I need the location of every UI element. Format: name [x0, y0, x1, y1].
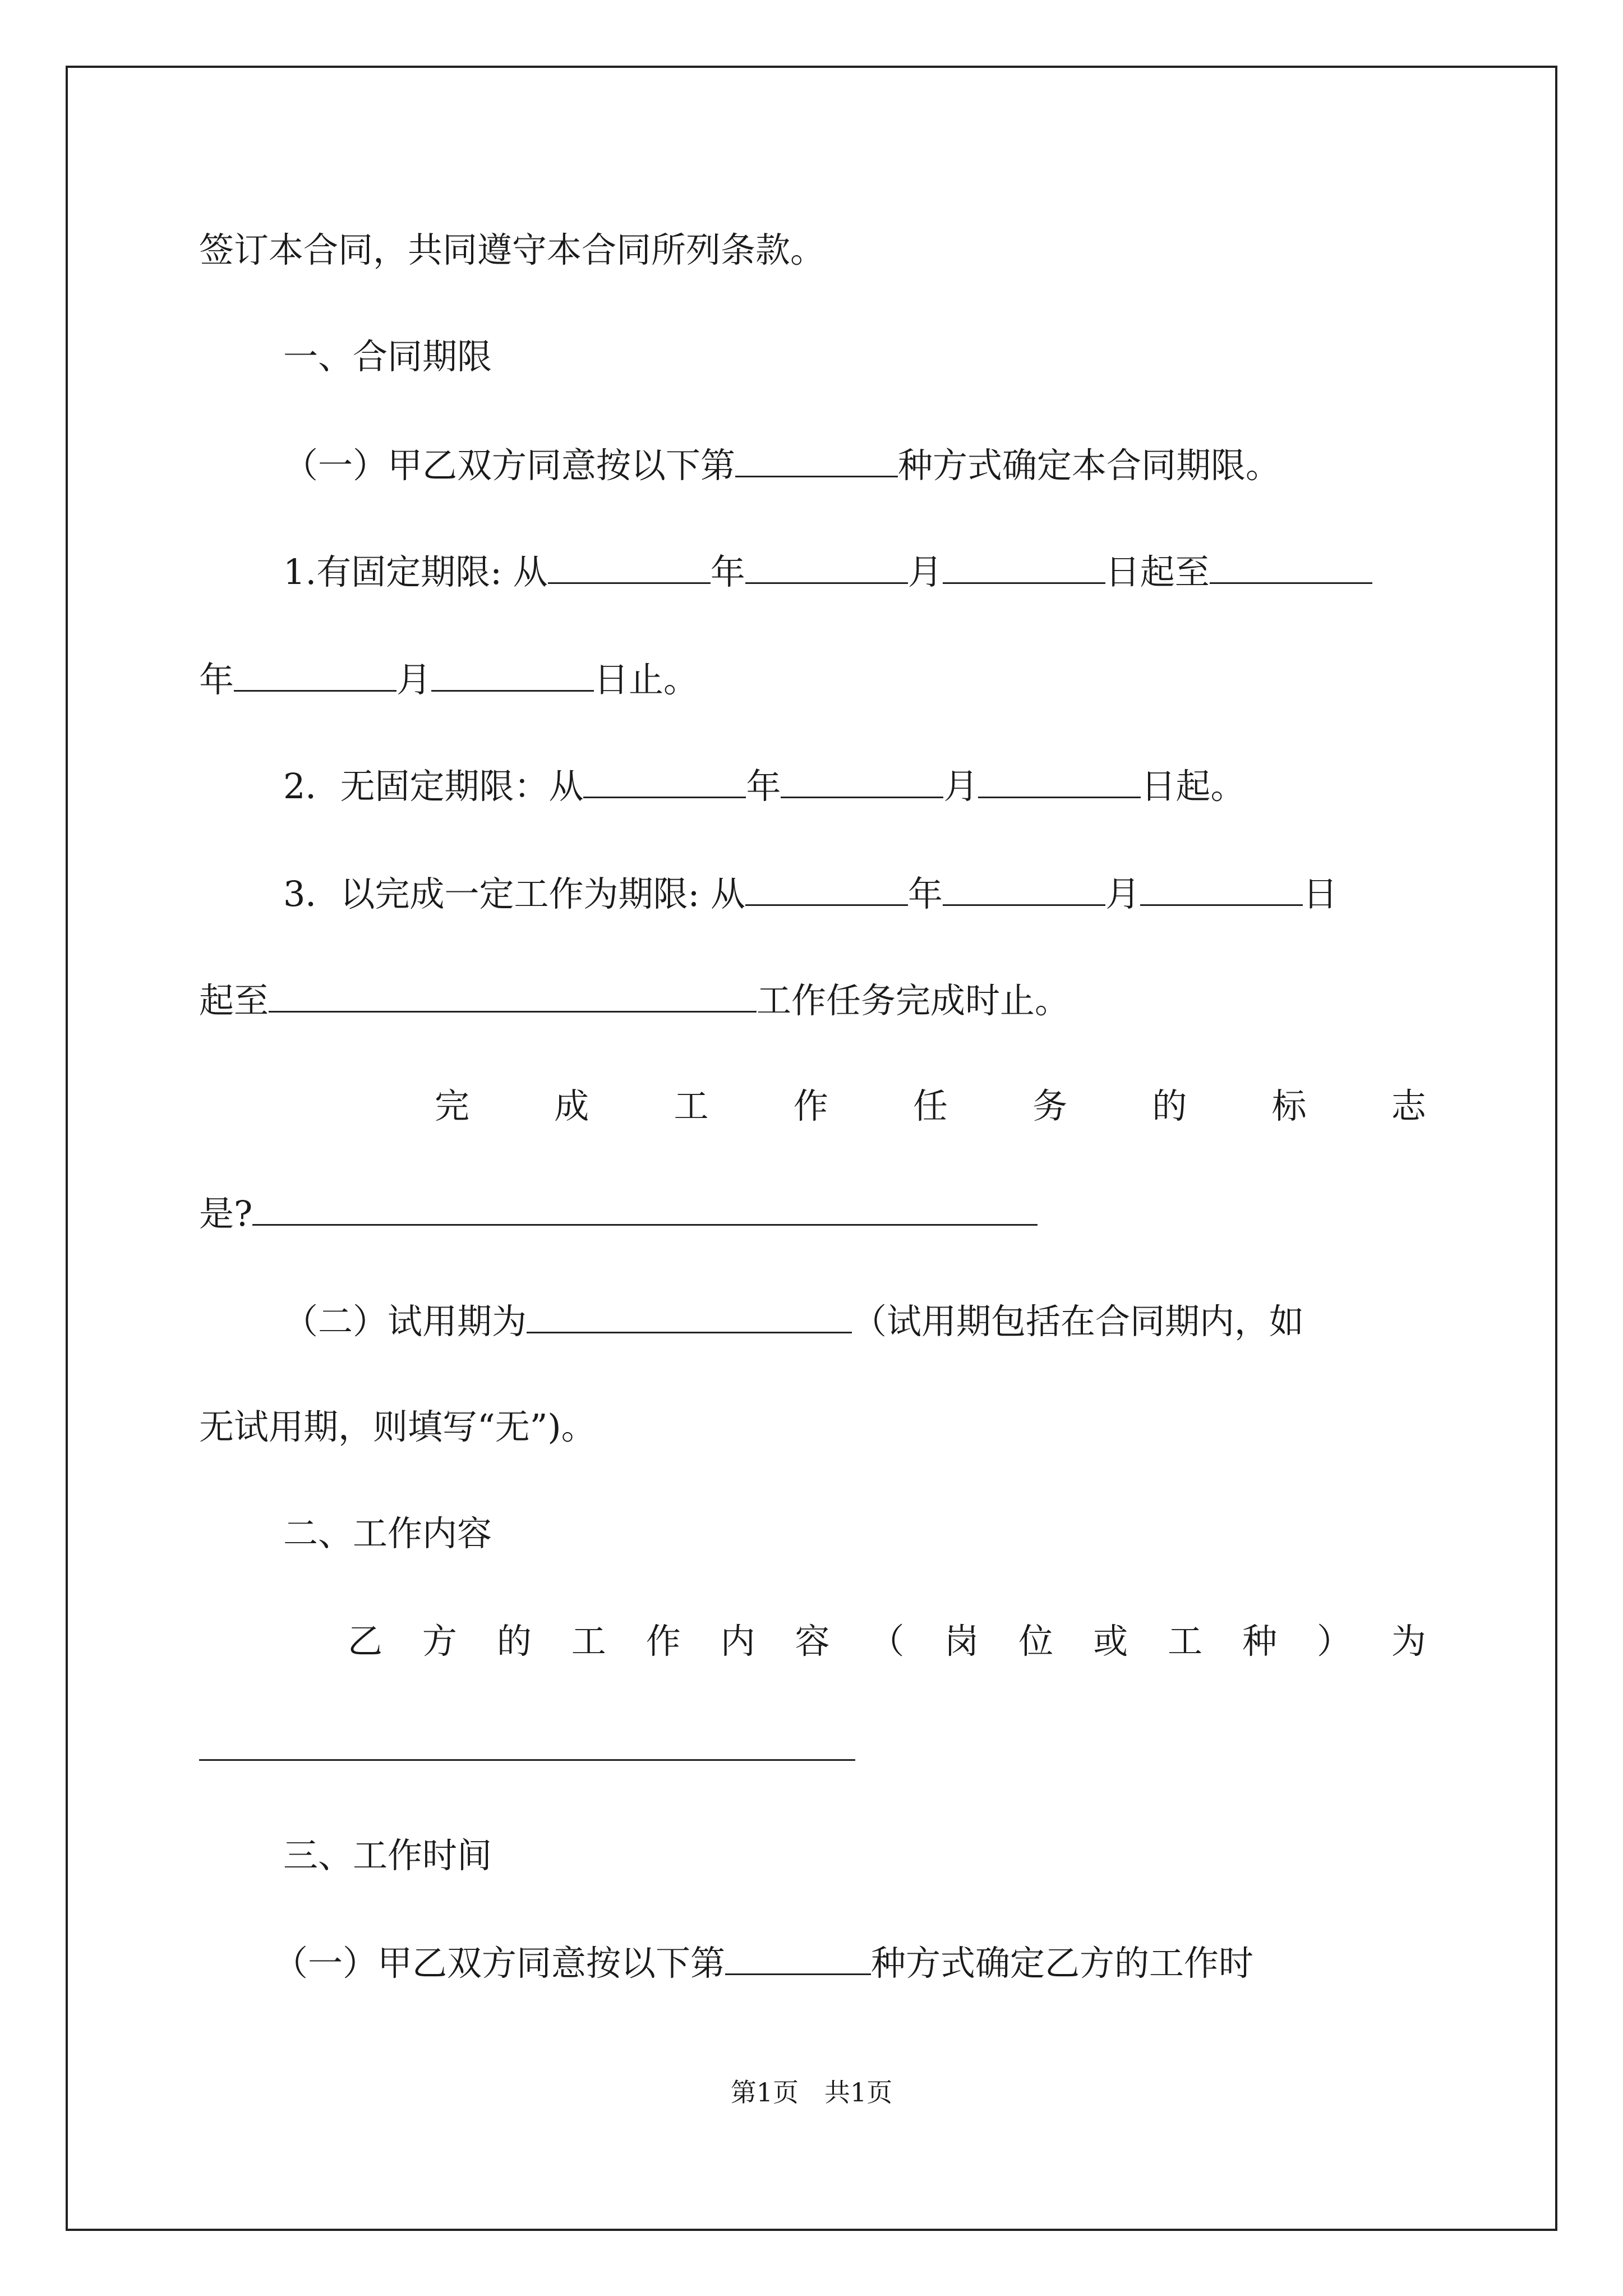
- char: 岗: [944, 1621, 979, 1662]
- blank-field[interactable]: [978, 757, 1141, 798]
- text: 签订本合同，共同遵守本合同所列条款。: [199, 229, 826, 270]
- section-heading: [199, 329, 1510, 385]
- char: 内: [720, 1621, 755, 1662]
- paragraph-line: [199, 972, 1426, 1028]
- text: 日止。: [594, 659, 699, 700]
- paragraph-line: [199, 651, 1426, 707]
- text: 日: [1303, 873, 1338, 914]
- text: 1.有固定期限: 从: [283, 551, 548, 592]
- char: 工: [571, 1621, 606, 1662]
- char: 为: [1391, 1621, 1426, 1662]
- heading-contract-term: 一、合同期限: [283, 336, 492, 377]
- paragraph-line: [199, 436, 1510, 493]
- text: （试用期包括在合同期内，如: [852, 1301, 1304, 1342]
- blank-field[interactable]: [943, 543, 1105, 584]
- text: 工作任务完成时止。: [757, 980, 1070, 1021]
- blank-field[interactable]: [1140, 865, 1303, 906]
- blank-field[interactable]: [1210, 543, 1372, 584]
- char: （: [869, 1621, 905, 1662]
- blank-field[interactable]: [583, 757, 746, 798]
- char: 位: [1018, 1621, 1054, 1662]
- blank-field[interactable]: [527, 1292, 852, 1333]
- text: 2．无固定期限：从: [283, 766, 584, 807]
- char: 完: [435, 1085, 470, 1126]
- char: 任: [912, 1085, 948, 1126]
- text: 年: [908, 873, 943, 914]
- blank-field[interactable]: [781, 757, 943, 798]
- justified-line: [199, 1078, 1426, 1134]
- char: 工: [674, 1085, 709, 1126]
- char: 的: [496, 1621, 532, 1662]
- text: 种方式确定本合同期限。: [898, 445, 1281, 486]
- text: 日起至: [1105, 551, 1210, 592]
- paragraph-line: [199, 757, 1510, 813]
- blank-field[interactable]: [735, 436, 898, 477]
- paragraph-line: [199, 865, 1510, 921]
- section-heading: [199, 1828, 1510, 1884]
- paragraph-line: [199, 1399, 1426, 1455]
- char: ）: [1316, 1621, 1352, 1662]
- section-heading: [199, 1506, 1510, 1562]
- paragraph-line: [199, 222, 1426, 278]
- text: 月: [396, 659, 432, 700]
- heading-working-hours: 三、工作时间: [283, 1835, 492, 1876]
- blank-field[interactable]: [745, 543, 908, 584]
- blank-field[interactable]: [252, 1185, 1038, 1226]
- paragraph-line: [199, 1934, 1500, 1990]
- page-border: [66, 66, 1557, 2231]
- char: 作: [793, 1085, 828, 1126]
- blank-field[interactable]: [199, 1720, 855, 1761]
- text: 3．以完成一定工作为期限: 从: [283, 873, 746, 914]
- paragraph-line: [199, 1720, 1426, 1776]
- text: 月: [943, 766, 979, 807]
- text: 年: [746, 766, 781, 807]
- paragraph-line: [199, 1185, 1426, 1241]
- heading-work-content: 二、工作内容: [283, 1513, 492, 1554]
- char: 务: [1032, 1085, 1068, 1126]
- char: 作: [645, 1621, 681, 1662]
- char: 种: [1242, 1621, 1278, 1662]
- char: 的: [1152, 1085, 1187, 1126]
- char: 或: [1093, 1621, 1128, 1662]
- blank-field[interactable]: [269, 972, 757, 1013]
- char: 工: [1168, 1621, 1203, 1662]
- text: 月: [907, 551, 943, 592]
- blank-field[interactable]: [234, 651, 396, 692]
- blank-field[interactable]: [725, 1934, 871, 1975]
- char: 标: [1271, 1085, 1307, 1126]
- text: 年: [199, 659, 234, 700]
- paragraph-line: [199, 1292, 1510, 1349]
- text: （一）甲乙双方同意按以下第: [273, 1943, 726, 1984]
- char: 成: [554, 1085, 589, 1126]
- blank-field[interactable]: [943, 865, 1105, 906]
- char: 乙: [348, 1621, 383, 1662]
- text: 种方式确定乙方的工作时: [871, 1943, 1254, 1984]
- text: 月: [1105, 873, 1141, 914]
- blank-field[interactable]: [745, 865, 908, 906]
- page-number: 第1页 共1页: [730, 2077, 893, 2108]
- text: 起至: [199, 980, 269, 1021]
- text: （二）试用期为: [283, 1301, 527, 1342]
- justified-line: [199, 1613, 1426, 1669]
- text: 是?: [199, 1193, 253, 1234]
- char: 容: [795, 1621, 830, 1662]
- char: 志: [1391, 1085, 1426, 1126]
- blank-field[interactable]: [548, 543, 711, 584]
- char: 方: [422, 1621, 457, 1662]
- text: 日起。: [1141, 766, 1246, 807]
- page-footer: [0, 2076, 1623, 2109]
- text: 无试用期，则填写“无”)。: [199, 1406, 596, 1447]
- text: 年: [710, 551, 745, 592]
- text: （一）甲乙双方同意按以下第: [283, 445, 736, 486]
- blank-field[interactable]: [431, 651, 594, 692]
- paragraph-line: [199, 543, 1510, 599]
